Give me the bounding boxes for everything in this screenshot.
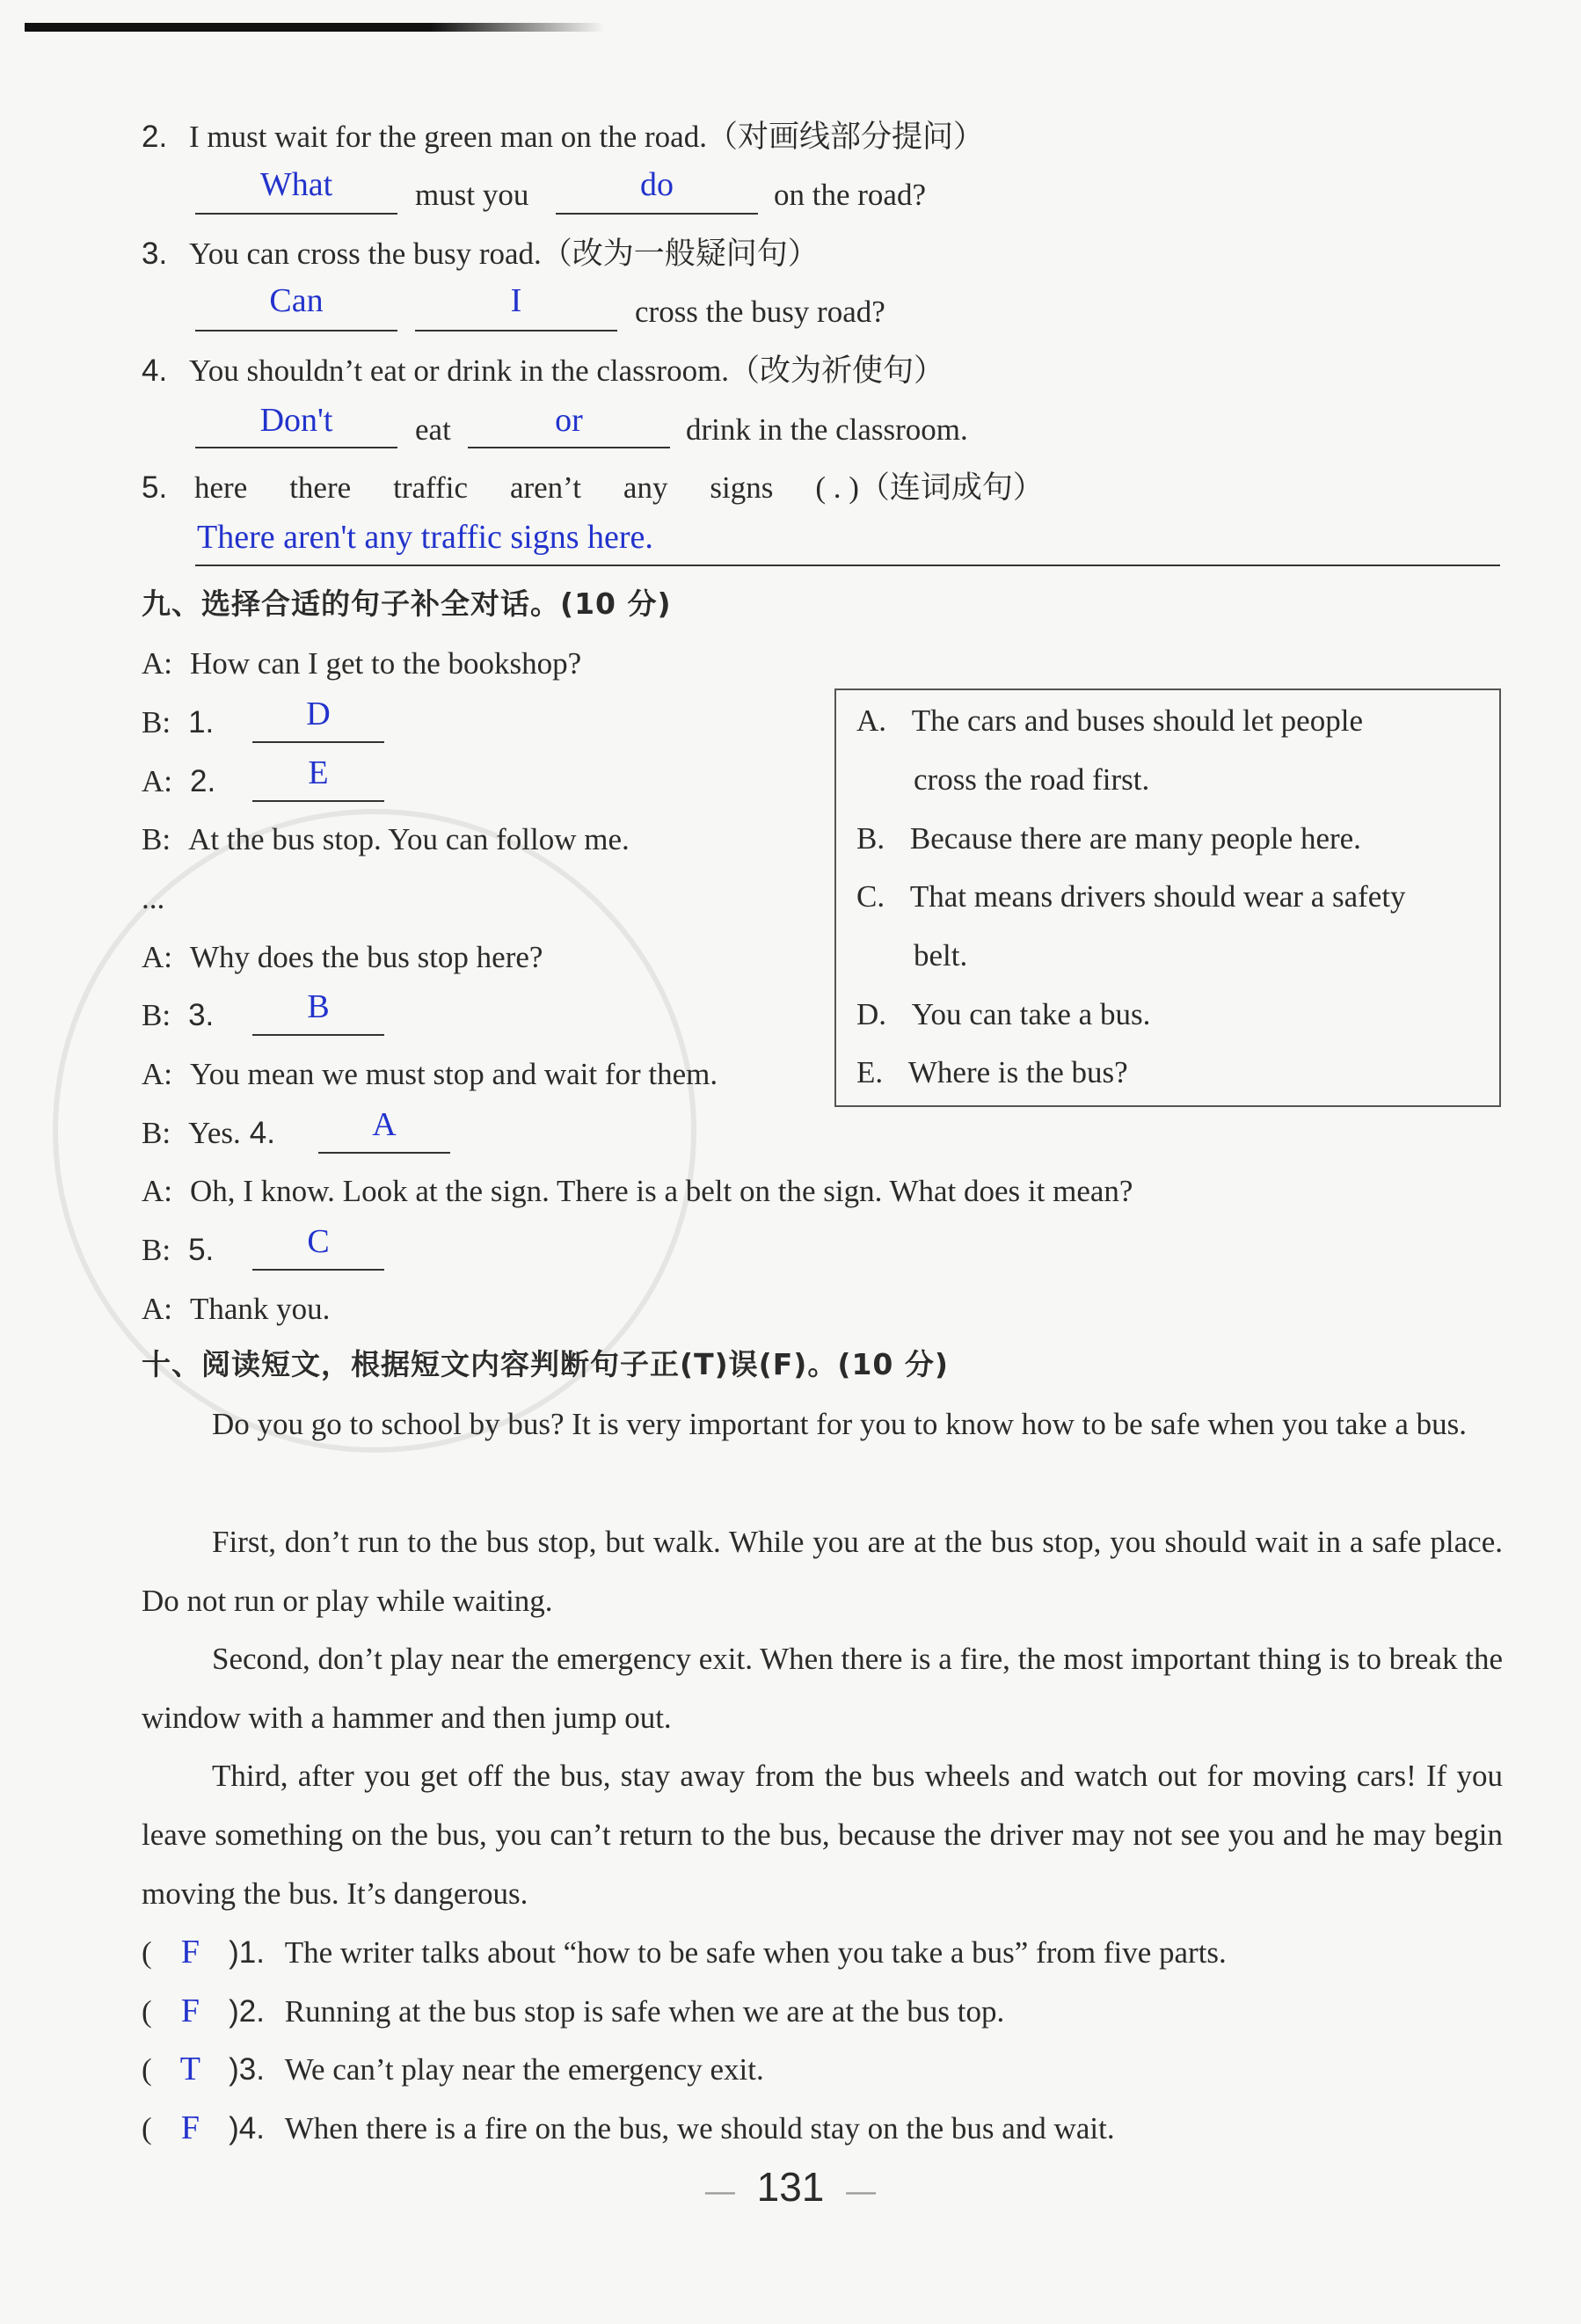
q3-answer-2: I	[510, 282, 522, 319]
judgement-text: The writer talks about “how to be safe when you take a bus” from five parts.	[284, 1935, 1227, 1970]
q4-blank-2[interactable]	[468, 445, 670, 448]
speaker-label: B:	[142, 705, 171, 739]
q4-answer-1: Don't	[259, 402, 333, 439]
speaker-label: A:	[142, 1057, 172, 1091]
option-c-continued: belt.	[914, 938, 968, 973]
q5-word: here	[194, 470, 248, 505]
judgement-item	[142, 1992, 1004, 2031]
judgement-answer[interactable]: T	[179, 2051, 201, 2087]
q5-word: aren’t	[509, 470, 581, 505]
speaker-label: A:	[142, 1292, 172, 1326]
q5-answer: There aren't any traffic signs here.	[197, 519, 653, 556]
dialog-answer-3: B	[307, 988, 330, 1025]
passage-paragraph-1: Do you go to school by bus? It is very important for you to know how to be safe when you take a bus.	[212, 1407, 1467, 1441]
speaker-label: A:	[142, 646, 172, 681]
judgement-text: Running at the bus stop is safe when we are at the bus top.	[284, 1994, 1005, 2029]
page-number	[0, 2163, 1581, 2211]
q2-blank-1[interactable]	[195, 211, 397, 215]
top-rule	[25, 23, 605, 32]
q2-text: I must wait for the green man on the road.（对画线部分提问）	[188, 120, 984, 154]
q4-number: 4.	[142, 353, 168, 388]
judgement-item	[142, 2050, 764, 2089]
option-e	[856, 1053, 1128, 1092]
q4-text: You shouldn’t eat or drink in the classroom.（改为祈使句）	[188, 353, 945, 388]
dialog-blank-4[interactable]	[318, 1150, 450, 1154]
passage-paragraph-2: First, don’t run to the bus stop, but walk. While you are at the bus stop, you should wait in a safe place. Do not run or play while waiting.	[142, 1525, 1503, 1618]
dialog-line	[142, 1055, 718, 1094]
q5-answer-line[interactable]	[195, 563, 1500, 566]
option-letter: D.	[856, 997, 887, 1031]
q3-prompt	[142, 235, 819, 273]
judgement-item	[142, 2109, 1115, 2148]
judgement-number: )4.	[229, 2111, 266, 2146]
q2-prompt	[142, 118, 984, 157]
option-a	[856, 702, 1363, 740]
q4-prompt	[142, 352, 944, 390]
dialog-ellipsis: ...	[142, 881, 165, 915]
dialog-answer-2: E	[308, 754, 329, 791]
q4-answer-2: or	[555, 402, 583, 439]
speaker-label: B:	[142, 822, 171, 856]
q2-middle-text: must you	[415, 178, 529, 212]
dialog-text: Thank you.	[190, 1292, 331, 1326]
open-paren: (	[142, 2052, 152, 2087]
judgement-text: We can’t play near the emergency exit.	[284, 2052, 764, 2087]
judgement-answer[interactable]: F	[180, 1993, 200, 2029]
q4-blank-1[interactable]	[195, 445, 397, 448]
q2-blank-2[interactable]	[556, 211, 758, 215]
open-paren: (	[142, 1935, 152, 1970]
q5-word: there	[289, 470, 352, 505]
q3-blank-1[interactable]	[195, 328, 397, 331]
option-text: Because there are many people here.	[909, 821, 1361, 856]
q5-word: traffic	[393, 470, 468, 505]
option-text: The cars and buses should let people	[911, 703, 1363, 738]
q3-number: 3.	[142, 237, 168, 271]
option-b	[856, 820, 1361, 858]
option-letter: E.	[856, 1055, 884, 1089]
option-c	[856, 878, 1406, 916]
page-number-value: 131	[756, 2164, 825, 2210]
judgement-number: )3.	[229, 2052, 266, 2087]
dialog-text: Why does the bus stop here?	[190, 940, 543, 974]
q5-word: ( . )（连词成句）	[815, 470, 1044, 505]
q2-end-text: on the road?	[774, 178, 926, 212]
speaker-label: A:	[142, 1174, 172, 1208]
dialog-blank-3[interactable]	[252, 1032, 384, 1036]
dialog-line	[142, 1172, 1133, 1211]
judgement-number: )1.	[229, 1935, 266, 1970]
dialog-text: Oh, I know. Look at the sign. There is a belt on the sign. What does it mean?	[190, 1174, 1133, 1208]
section-10-title: 十、阅读短文，根据短文内容判断句子正(T)误(F)。(10 分)	[142, 1347, 949, 1381]
passage-paragraph-3: Second, don’t play near the emergency exit. When there is a fire, the most important thing is to break the window with a hammer and then jump out.	[142, 1642, 1503, 1735]
q5-word: signs	[710, 470, 774, 505]
option-letter: A.	[856, 703, 887, 738]
passage-paragraph-4: Third, after you get off the bus, stay away from the bus wheels and watch out for moving cars! If you leave something on the bus, you can’t return to the bus, because the driver may not see you and he may begin moving the bus. It’s dangerous.	[142, 1759, 1503, 1911]
dialog-line	[142, 762, 215, 801]
dialog-line	[142, 1290, 330, 1329]
dialog-line	[142, 1231, 214, 1270]
open-paren: (	[142, 1994, 152, 2029]
dialog-number: 4.	[249, 1116, 275, 1150]
q3-answer-1: Can	[269, 282, 324, 319]
speaker-label: B:	[142, 1233, 171, 1267]
dialog-text: You mean we must stop and wait for them.	[190, 1057, 718, 1091]
judgement-text: When there is a fire on the bus, we should stay on the bus and wait.	[284, 2111, 1115, 2146]
q5-number: 5.	[142, 470, 168, 505]
speaker-label: B:	[142, 1116, 171, 1150]
option-letter: B.	[856, 821, 885, 856]
dialog-number: 2.	[190, 764, 216, 798]
dialog-number: 1.	[188, 705, 215, 739]
dialog-blank-5[interactable]	[252, 1267, 384, 1271]
dialog-number: 3.	[188, 998, 215, 1032]
q4-end-text: drink in the classroom.	[686, 412, 968, 447]
q3-end-text: cross the busy road?	[635, 295, 885, 329]
judgement-item	[142, 1933, 1227, 1972]
q3-blank-2[interactable]	[415, 328, 617, 331]
judgement-answer[interactable]: F	[180, 1934, 200, 1971]
dialog-text: Yes.	[188, 1116, 241, 1150]
page-dash-right: —	[846, 2175, 877, 2208]
dialog-line	[142, 703, 214, 742]
judgement-number: )2.	[229, 1994, 266, 2029]
q2-number: 2.	[142, 120, 168, 154]
open-paren: (	[142, 2111, 152, 2146]
option-text: You can take a bus.	[911, 997, 1151, 1031]
option-a-continued: cross the road first.	[914, 762, 1150, 797]
q5-word: any	[623, 470, 668, 505]
dialog-line	[142, 996, 214, 1035]
options-box	[834, 688, 1501, 1107]
judgement-answer[interactable]: F	[180, 2109, 200, 2146]
dialog-number: 5.	[188, 1233, 215, 1267]
option-text: That means drivers should wear a safety	[909, 879, 1406, 914]
section-9-title: 九、选择合适的句子补全对话。(10 分)	[142, 586, 672, 621]
q4-middle-text: eat	[415, 412, 451, 447]
speaker-label: A:	[142, 764, 172, 798]
page-dash-left: —	[704, 2175, 735, 2208]
q3-text: You can cross the busy road.（改为一般疑问句）	[188, 237, 819, 271]
speaker-label: A:	[142, 940, 172, 974]
dialog-line	[142, 938, 543, 977]
dialog-line	[142, 820, 630, 859]
option-text: Where is the bus?	[907, 1055, 1128, 1089]
q2-answer-1: What	[259, 166, 333, 203]
dialog-blank-2[interactable]	[252, 798, 384, 802]
q2-answer-2: do	[640, 166, 674, 203]
dialog-text: At the bus stop. You can follow me.	[188, 822, 630, 856]
dialog-answer-1: D	[306, 696, 331, 732]
dialog-line	[142, 1114, 275, 1153]
dialog-answer-5: C	[307, 1223, 330, 1260]
dialog-text: How can I get to the bookshop?	[190, 646, 582, 681]
dialog-answer-4: A	[372, 1106, 397, 1143]
dialog-blank-1[interactable]	[252, 739, 384, 743]
option-d	[856, 995, 1150, 1034]
option-letter: C.	[856, 879, 885, 914]
speaker-label: B:	[142, 998, 171, 1032]
q5-words	[194, 469, 1044, 507]
dialog-line	[142, 645, 581, 683]
